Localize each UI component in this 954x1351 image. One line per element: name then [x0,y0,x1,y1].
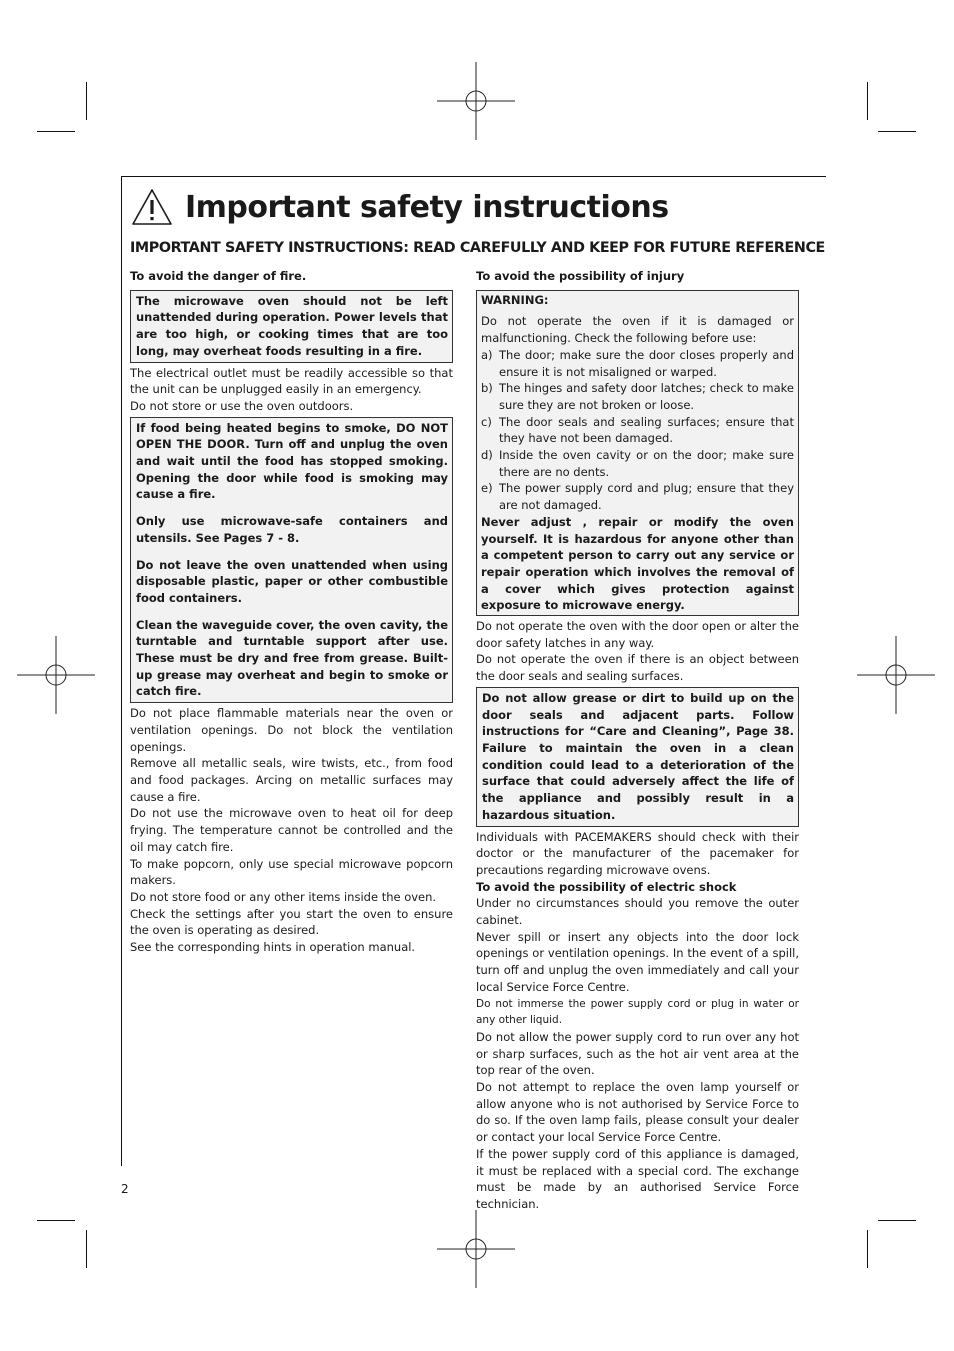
paragraph: Under no circumstances should you remove the outer cabinet. [476,896,799,928]
left-column [130,268,453,956]
page-number: 2 [121,1182,129,1196]
paragraph: Do not allow the power supply cord to run over any hot or sharp surfaces, such as the hot air vent area at the top rear of the oven. [476,1029,799,1078]
paragraph: Do not operate the oven if there is an object between the door seals and sealing surfaces. [476,652,799,684]
box-text: If food being heated begins to smoke, DO NOT OPEN THE DOOR. Turn off and unplug the oven and wait until the food has stopped smoking. Opening the door while food is smoking may cause a fire. [136,420,448,502]
list-item [481,414,794,447]
paragraph: If the power supply cord of this appliance is damaged, it must be replaced with a special cord. The exchange must be made by an authorised Service Force technician. [476,1146,799,1211]
paragraph: The electrical outlet must be readily accessible so that the unit can be unplugged easily in an emergency. [130,365,453,397]
paragraph: Check the settings after you start the oven to ensure the oven is operating as desired. [130,906,453,938]
frame-line-left [121,176,122,1166]
paragraph: Do not use the microwave oven to heat oil for deep frying. The temperature cannot be controlled and the oil may catch fire. [130,806,453,854]
page-subtitle: IMPORTANT SAFETY INSTRUCTIONS: READ CAREFULLY AND KEEP FOR FUTURE REFERENCE [130,240,825,256]
list-key: e) [481,481,493,496]
smoke-warning-box [130,417,453,704]
damage-warning-box [476,290,799,616]
paragraph: Do not store food or any other items inside the oven. [130,889,437,904]
registration-mark-icon [857,636,935,714]
crop-mark [37,131,75,132]
registration-mark-icon [17,636,95,714]
crop-mark [86,1230,87,1268]
injury-heading: To avoid the possibility of injury [476,269,685,283]
list-key: c) [481,414,492,429]
box-text: Clean the waveguide cover, the oven cavity, the turntable and turntable support after use. These must be dry and free from grease. Built-up grease may overheat and begin to smoke or catch fire. [136,617,448,699]
right-column [476,268,799,1213]
shock-heading: To avoid the possibility of electric shock [476,879,737,894]
paragraph: Do not store or use the oven outdoors. [130,398,354,413]
warning-intro: Do not operate the oven if it is damaged or malfunctioning. Check the following before use: [481,314,794,346]
title-row [131,184,669,230]
list-item [481,347,794,380]
list-item [481,380,794,413]
registration-mark-icon [437,62,515,140]
paragraph: Do not operate the oven with the door open or alter the door safety latches in any way. [476,619,799,650]
warning-triangle-icon [131,188,173,226]
grease-warning-box [476,687,799,827]
page-title: Important safety instructions [185,189,669,225]
list-text: Inside the oven cavity or on the door; make sure there are no dents. [499,448,794,479]
list-key: b) [481,381,493,396]
list-key: a) [481,347,493,362]
paragraph: Individuals with PACEMAKERS should check with their doctor or the manufacturer of the pacemaker for precautions regarding microwave ovens. [476,829,799,877]
paragraph: Remove all metallic seals, wire twists, etc., from food and food packages. Arcing on metallic surfaces may cause a fire. [130,756,453,804]
paragraph: Never spill or insert any objects into the door lock openings or ventilation openings. In the event of a spill, turn off and unplug the oven immediately and call your local Service Force Centre. [476,929,799,994]
crop-mark [37,1220,75,1221]
crop-mark [878,131,916,132]
paragraph: To make popcorn, only use special microwave popcorn makers. [130,856,453,888]
box-text: Only use microwave-safe containers and utensils. See Pages 7 - 8. [136,514,448,545]
crop-mark [86,82,87,120]
fire-warning-box [130,290,453,363]
crop-mark [878,1220,916,1221]
list-text: The door seals and sealing surfaces; ensure that they have not been damaged. [499,414,794,446]
crop-mark [867,1230,868,1268]
fire-heading: To avoid the danger of fire. [130,269,307,283]
list-key: d) [481,448,493,463]
paragraph: Do not place flammable materials near the oven or ventilation openings. Do not block the ventilation openings. [130,706,453,754]
list-text: The power supply cord and plug; ensure that they are not damaged. [499,481,794,513]
box-text: The microwave oven should not be left unattended during operation. Power levels that are too high, or cooking times that are too long, may overheat foods resulting in a fire. [136,293,448,358]
warning-bold-text: Never adjust , repair or modify the oven yourself. It is hazardous for anyone other than a competent person to carry out any service or repair operation which involves the removal of a cover which gives protection against exposure to microwave energy. [481,514,794,613]
paragraph: Do not attempt to replace the oven lamp yourself or allow anyone who is not authorised by Service Force to do so. If the oven lamp fails, please consult your dealer or contact your local Service Force Centre. [476,1080,799,1145]
list-item [481,447,794,480]
list-item [481,480,794,513]
box-text: Do not allow grease or dirt to build up on the door seals and adjacent parts. Follow instructions for “Care and Cleaning”, Page 38. Failure to maintain the oven in a clean condition could lead to a deterioration of the surface that could adversely affect the life of the appliance and possibly result in a hazardous situation. [482,690,794,822]
warning-title: WARNING: [481,292,549,307]
list-text: The hinges and safety door latches; check to make sure they are not broken or loose. [499,381,794,412]
list-text: The door; make sure the door closes properly and ensure it is not misaligned or warped. [499,347,794,379]
box-text: Do not leave the oven unattended when using disposable plastic, paper or other combustible food containers. [136,557,448,605]
paragraph: See the corresponding hints in operation manual. [130,940,416,955]
crop-mark [867,82,868,120]
paragraph: Do not immerse the power supply cord or plug in water or any other liquid. [476,997,799,1027]
frame-line-top [121,176,826,177]
registration-mark-icon [437,1210,515,1288]
